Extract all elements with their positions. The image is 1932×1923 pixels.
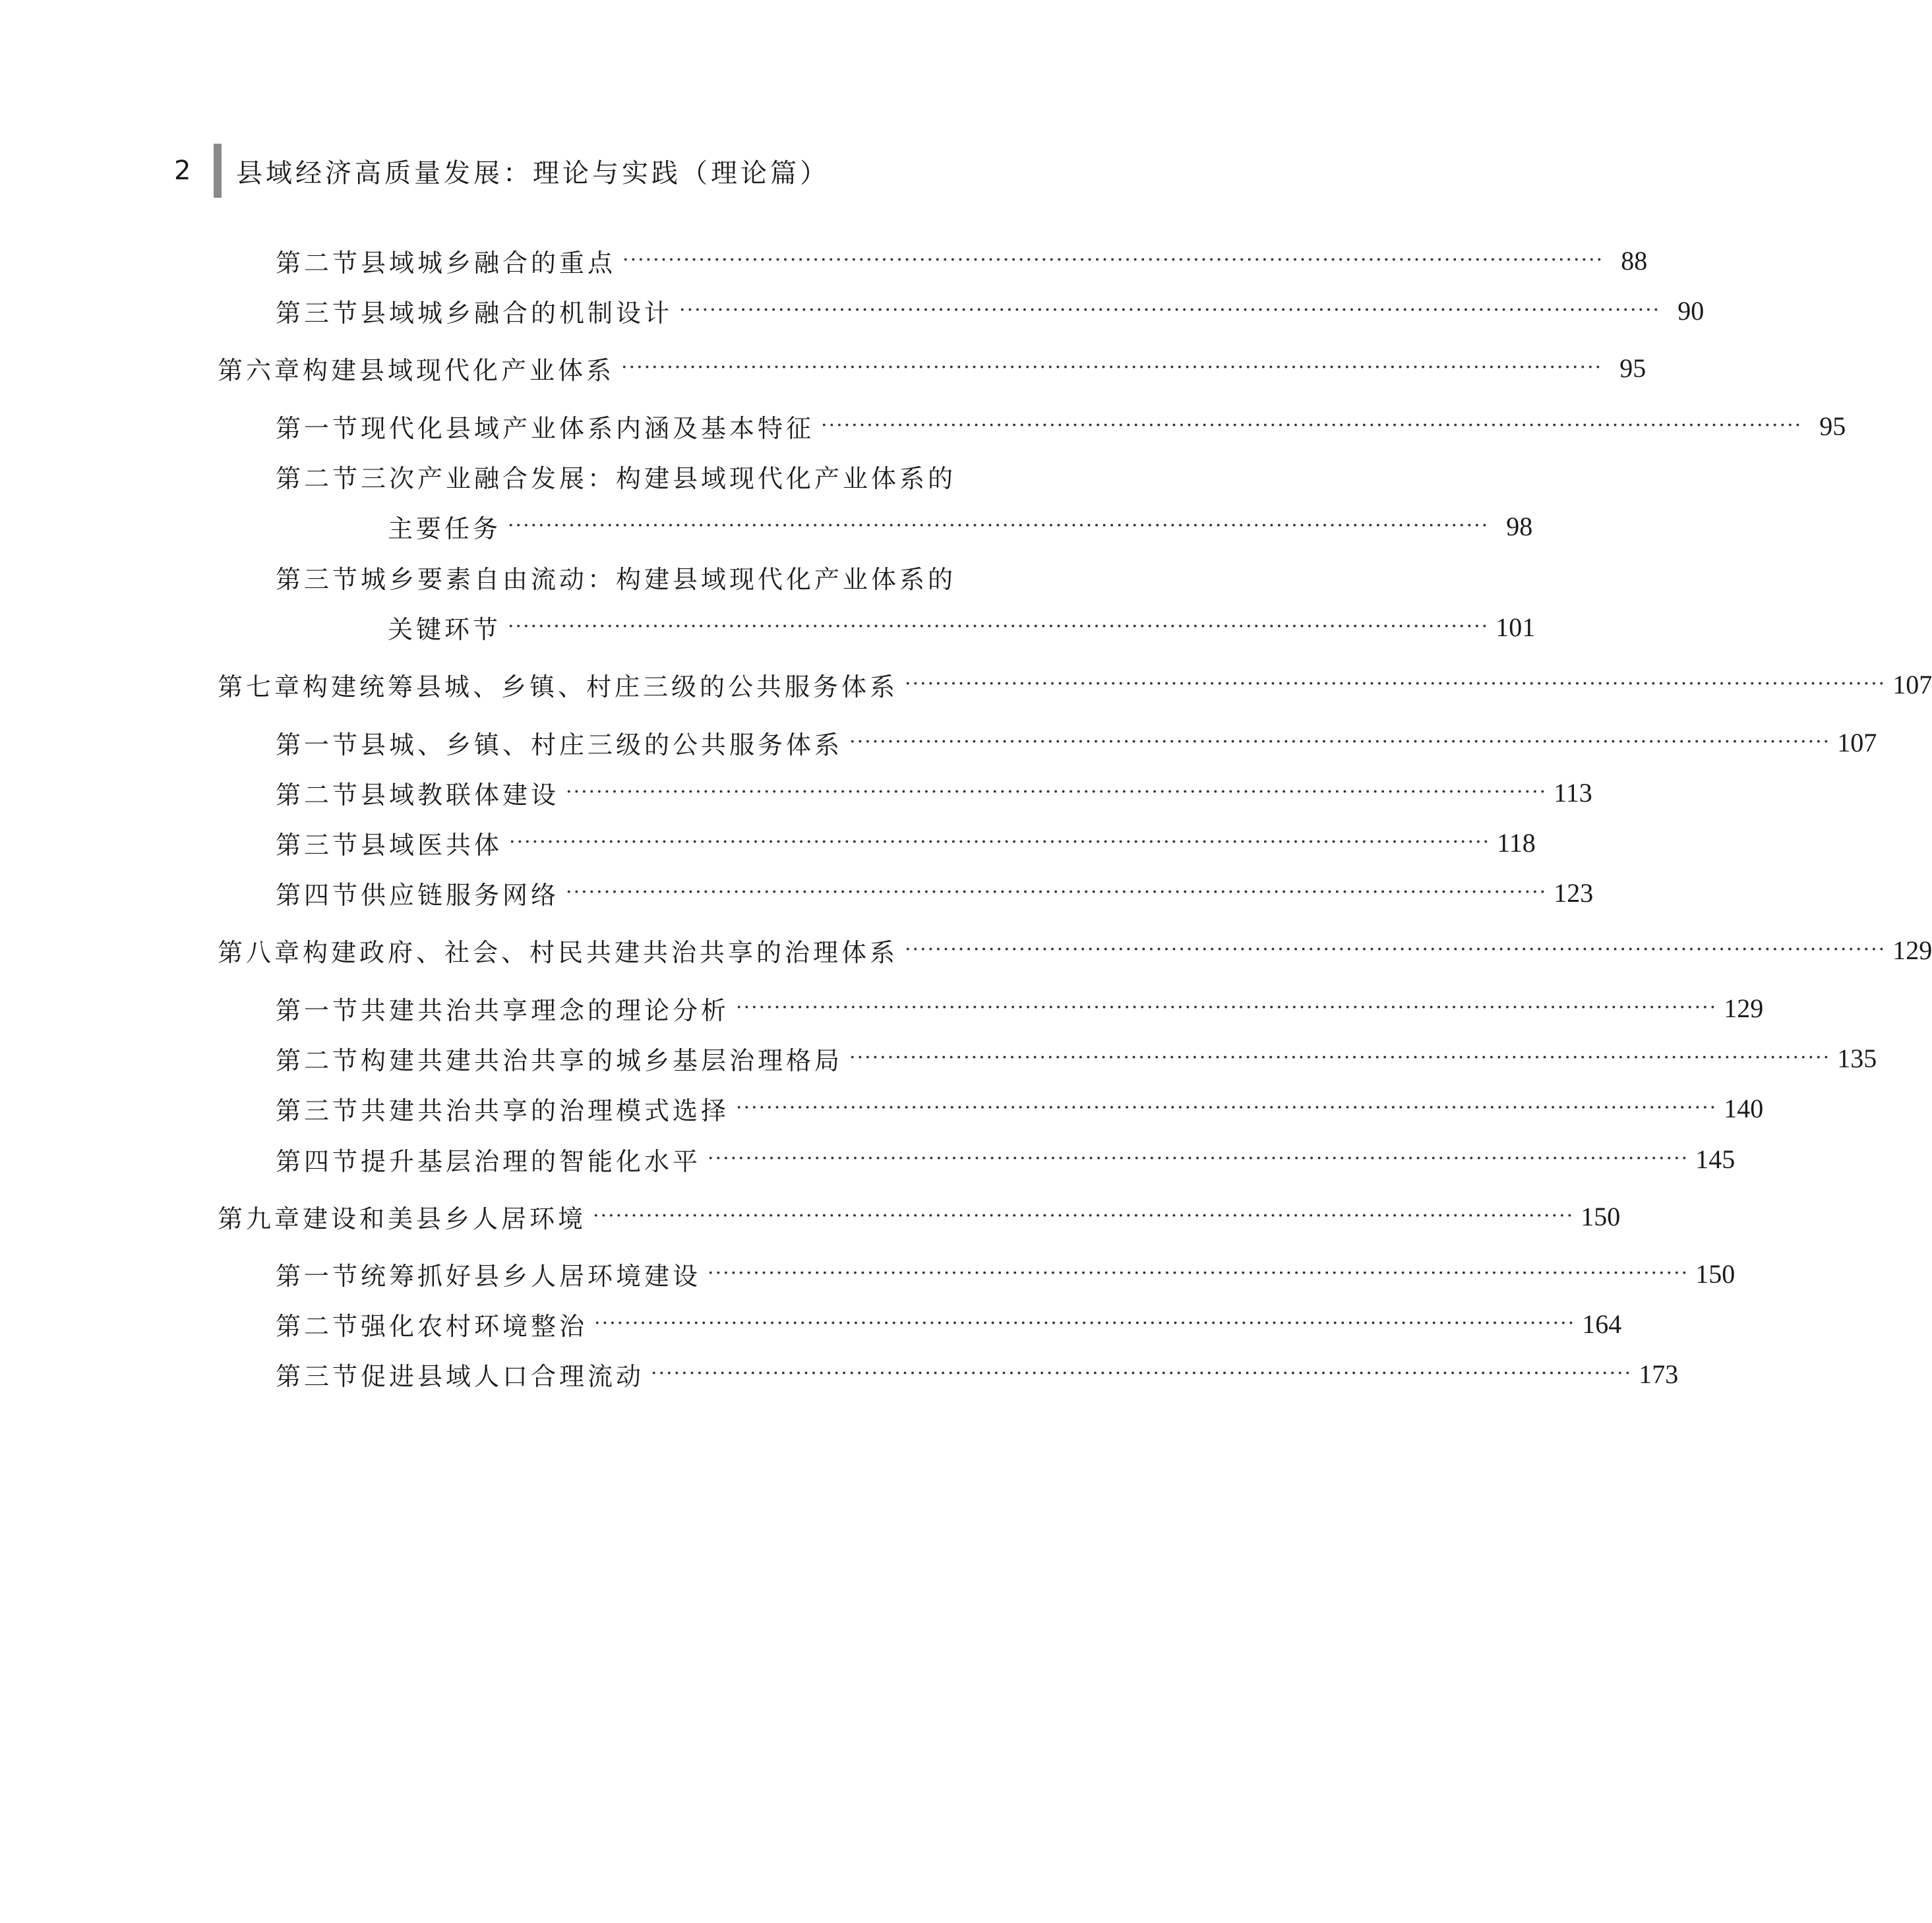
toc-page-number: 107	[1892, 669, 1932, 699]
toc-section-label: 第二节	[276, 463, 361, 493]
toc-entry[interactable]	[276, 773, 1592, 812]
toc-section-label: 第一节	[276, 995, 361, 1025]
toc-entry[interactable]	[276, 291, 1705, 330]
toc-entry[interactable]	[276, 823, 1536, 862]
dot-leader: ·································································································································	[905, 672, 1887, 695]
dot-leader: ·································································································································	[708, 1262, 1689, 1285]
toc-entry-title: 县域医共体	[361, 830, 503, 860]
toc-page-number: 150	[1581, 1201, 1621, 1231]
page-number: 2	[174, 156, 191, 186]
toc-section-label: 第一节	[276, 730, 361, 759]
toc-page-number: 140	[1724, 1093, 1764, 1123]
toc-entry-title: 共建共治共享理念的理论分析	[361, 995, 730, 1025]
toc-entry-title: 建设和美县乡人居环境	[303, 1204, 587, 1233]
dot-leader: ·································································································································	[736, 996, 1718, 1019]
toc-page-number: 90	[1677, 295, 1705, 326]
toc-section-label: 第二节	[276, 1311, 361, 1341]
dot-leader: ·································································································································	[736, 1096, 1718, 1119]
toc-page-number: 173	[1639, 1359, 1679, 1389]
toc-section-label: 第三节	[276, 1361, 361, 1391]
toc-entry-title-continued: 关键环节	[388, 614, 502, 644]
dot-leader: ·································································································································	[708, 1147, 1689, 1170]
toc-page-number: 107	[1837, 727, 1877, 757]
toc-page-number: 101	[1495, 612, 1536, 642]
dot-leader: ·································································································································	[508, 615, 1490, 638]
toc-chapter-label: 第九章	[218, 1204, 303, 1233]
toc-entry[interactable]	[276, 406, 1846, 446]
toc-entry-title: 提升基层治理的智能化水平	[361, 1146, 702, 1176]
toc-section-label: 第二节	[276, 1046, 361, 1075]
toc-page-number: 118	[1497, 827, 1536, 858]
toc-entry-title: 三次产业融合发展：构建县域现代化产业体系的	[361, 463, 957, 493]
toc-section-label: 第一节	[276, 1261, 361, 1291]
toc-entry-title: 构建共建共治共享的城乡基层治理格局	[361, 1046, 843, 1075]
toc-entry-title-continued: 主要任务	[388, 514, 502, 543]
toc-page-number: 164	[1582, 1309, 1622, 1339]
toc-entry[interactable]	[276, 1354, 1679, 1394]
dot-leader: ·································································································································	[621, 356, 1603, 379]
toc-entry-first-line[interactable]	[276, 557, 1178, 597]
dot-leader: ·································································································································	[593, 1204, 1575, 1228]
toc-entry[interactable]	[276, 1088, 1764, 1128]
toc-entry-title: 县城、乡镇、村庄三级的公共服务体系	[361, 730, 843, 759]
dot-leader: ·································································································································	[509, 831, 1491, 854]
dot-leader: ·································································································································	[566, 781, 1548, 804]
toc-section-label: 第三节	[276, 298, 361, 328]
toc-entry-title: 构建县域现代化产业体系	[303, 355, 615, 385]
toc-page-number: 129	[1892, 935, 1932, 965]
toc-page-number: 95	[1819, 411, 1846, 441]
toc-chapter-label: 第七章	[218, 672, 303, 701]
toc-entry[interactable]	[276, 1038, 1877, 1078]
toc-entry-title: 促进县域人口合理流动	[361, 1361, 645, 1391]
toc-chapter-entry[interactable]	[218, 1197, 1621, 1236]
toc-chapter-label: 第六章	[218, 355, 303, 385]
toc-chapter-entry[interactable]	[218, 348, 1646, 388]
toc-section-label: 第四节	[276, 880, 361, 910]
toc-page-number: 150	[1695, 1258, 1736, 1289]
dot-leader: ·································································································································	[622, 249, 1604, 272]
toc-section-label: 第三节	[276, 830, 361, 860]
toc-entry[interactable]	[276, 241, 1648, 280]
toc-entry-first-line[interactable]	[276, 456, 1178, 496]
toc-page-number: 135	[1837, 1043, 1877, 1073]
dot-leader: ·································································································································	[849, 1046, 1831, 1069]
toc-entry-title: 县域教联体建设	[361, 780, 560, 810]
toc-page-number: 123	[1554, 877, 1594, 908]
dot-leader: ·································································································································	[849, 730, 1831, 754]
toc-page-number: 113	[1554, 777, 1592, 808]
toc-entry[interactable]	[276, 1139, 1736, 1179]
dot-leader: ·································································································································	[821, 414, 1803, 437]
toc-section-label: 第二节	[276, 780, 361, 810]
dot-leader: ·································································································································	[651, 1362, 1633, 1385]
toc-chapter-label: 第八章	[218, 937, 303, 967]
toc-entry-title: 强化农村环境整治	[361, 1311, 588, 1341]
toc-section-label: 第二节	[276, 248, 361, 278]
toc-section-label: 第一节	[276, 413, 361, 443]
toc-page-number: 88	[1621, 245, 1648, 276]
toc-entry[interactable]	[276, 1304, 1622, 1344]
dot-leader: ·································································································································	[905, 938, 1887, 961]
toc-entry-title: 构建政府、社会、村民共建共治共享的治理体系	[303, 937, 899, 967]
toc-entry-title: 供应链服务网络	[361, 880, 560, 910]
dot-leader: ·································································································································	[679, 299, 1661, 322]
toc-chapter-entry[interactable]	[218, 930, 1932, 970]
toc-entry-title: 县域城乡融合的重点	[361, 248, 617, 278]
toc-entry-title: 共建共治共享的治理模式选择	[361, 1096, 730, 1125]
toc-section-label: 第三节	[276, 564, 361, 594]
toc-entry-continuation[interactable]	[388, 506, 1533, 546]
toc-entry[interactable]	[276, 988, 1764, 1028]
toc-section-label: 第四节	[276, 1146, 361, 1176]
toc-entry-title: 统筹抓好县乡人居环境建设	[361, 1261, 702, 1291]
toc-entry-title: 现代化县域产业体系内涵及基本特征	[361, 413, 815, 443]
toc-entry[interactable]	[276, 1254, 1736, 1293]
book-title: 县域经济高质量发展：理论与实践（理论篇）	[236, 158, 830, 189]
toc-entry-title: 构建统筹县城、乡镇、村庄三级的公共服务体系	[303, 672, 899, 701]
toc-entry-continuation[interactable]	[388, 607, 1536, 647]
toc-entry-title: 县域城乡融合的机制设计	[361, 298, 673, 328]
toc-entry[interactable]	[276, 873, 1594, 912]
toc-page-number: 95	[1619, 353, 1646, 383]
toc-page-number: 129	[1724, 993, 1764, 1023]
dot-leader: ·································································································································	[508, 514, 1490, 537]
toc-page-number: 98	[1506, 511, 1533, 541]
toc-section-label: 第三节	[276, 1096, 361, 1125]
toc-entry-title: 城乡要素自由流动：构建县域现代化产业体系的	[361, 564, 957, 594]
toc-chapter-entry[interactable]	[218, 665, 1932, 704]
dot-leader: ·································································································································	[594, 1312, 1576, 1335]
dot-leader: ·································································································································	[566, 881, 1548, 904]
toc-page-number: 145	[1695, 1144, 1736, 1174]
toc-entry[interactable]	[276, 723, 1877, 762]
